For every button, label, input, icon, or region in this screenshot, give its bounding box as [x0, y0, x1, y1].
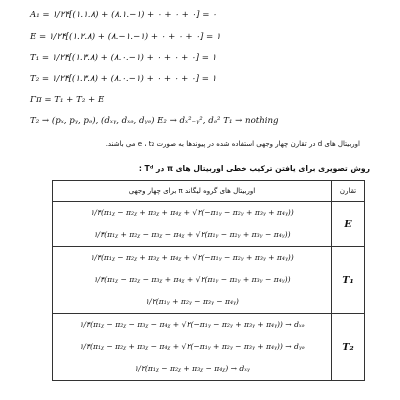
- irrep-column-header: تقارن: [332, 181, 365, 202]
- formula-cell: [53, 247, 332, 314]
- salc-column-header: اوربیتال های گروه لیگاند π برای چهار وجهی: [53, 181, 332, 202]
- formula-cell: [53, 202, 332, 247]
- formula-line: ۱/۴(π₁ᵪ − π₂ᵪ − π₃ᵪ + π₄ᵪ + √۲(π₁ᵧ − π₂ᵧ + π₃ᵧ − π₄ᵧ)): [93, 275, 291, 284]
- formula-line: ۱/۴(π₁ᵪ − π₂ᵪ + π₃ᵪ − π₄ᵪ + √۲(−π₁ᵧ + π₂ᵧ − π₃ᵧ + π₄ᵧ)) → dᵧₔ: [79, 342, 305, 351]
- equation-e-reduction: E = ۱/۲۴[(۱.۲.۸) + (۸.−۱.−۱) + ۰ + ۰ + ۰] = ۱: [30, 32, 221, 42]
- equation-t1-reduction: T₁ = ۱/۲۴[(۱.۳.۸) + (۸.۰.−۱) + ۰ + ۰ + ۰] = ۱: [30, 53, 217, 63]
- formula-line: ۱/۴(π₁ᵪ + π₂ᵪ − π₃ᵪ − π₄ᵪ + √۲(π₁ᵧ − π₂ᵧ + π₃ᵧ − π₄ᵧ)): [93, 230, 291, 239]
- salc-table: [52, 180, 365, 381]
- formula-line: ۱/۴(π₁ᵪ − π₂ᵪ + π₃ᵪ + π₄ᵪ + √۲(−π₁ᵧ − π₂ᵧ + π₃ᵧ + π₄ᵧ)): [90, 208, 294, 217]
- section-heading: روش تصویری برای یافتن ترکیب خطی اوربیتال های π در Tᵈ :: [138, 164, 370, 173]
- table-row-e: [53, 202, 365, 247]
- table-row-t1: [53, 247, 365, 314]
- equation-orbital-mapping: T₂ → (pₓ, pᵧ, pₔ), (dₓᵧ, dₓₔ, dᵧₔ) E₂ → dₓ²₋ᵧ², dₔ² T₁ → nothing: [30, 116, 279, 126]
- equation-t2-reduction: T₂ = ۱/۲۴[(۱.۳.۸) + (۸.۰.−۱) + ۰ + ۰ + ۰] = ۱: [30, 74, 217, 84]
- d-orbital-note: اوربیتال های d در تقارن چهار وجهی استفاده شده در پیوندها به صورت e ، t₂ می باشند.: [105, 140, 360, 148]
- formula-line: ۱/۴(π₁ᵪ − π₂ᵪ − π₃ᵪ − π₄ᵪ + √۲(−π₁ᵧ − π₂ᵧ + π₃ᵧ + π₄ᵧ)) → dₓₔ: [79, 320, 305, 329]
- formula-line: ۱/۲(π₁ᵧ + π₂ᵧ − π₃ᵧ − π₄ᵧ): [145, 297, 239, 306]
- table-header-row: [53, 181, 365, 202]
- formula-line: ۱/۲(π₁ᵪ − π₂ᵪ + π₃ᵪ − π₄ᵪ) → dₓᵧ: [134, 364, 250, 373]
- irrep-label: T₂: [332, 314, 365, 381]
- formula-line: ۱/۴(π₁ᵪ − π₂ᵪ + π₃ᵪ + π₄ᵪ + √۲(−π₁ᵧ − π₂ᵧ + π₃ᵧ + π₄ᵧ)): [90, 253, 294, 262]
- equation-gamma-pi: Γπ = T₁ + T₂ + E: [30, 95, 105, 105]
- equation-a1-reduction: A₁ = ۱/۲۴[(۱.۱.۸) + (۸.۱.−۱) + ۰ + ۰ + ۰] = ۰: [30, 10, 217, 20]
- irrep-label: T₁: [332, 247, 365, 314]
- irrep-label: E: [332, 202, 365, 247]
- table-row-t2: [53, 314, 365, 381]
- formula-cell: [53, 314, 332, 381]
